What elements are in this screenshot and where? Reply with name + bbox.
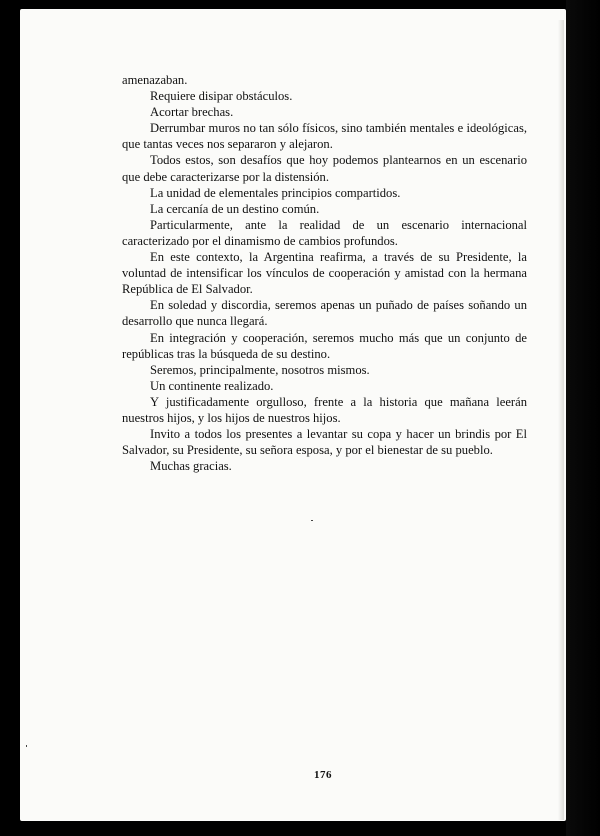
paragraph: En este contexto, la Argentina reafirma, a través de su Presidente, la voluntad de intensificar los vínculos de cooperación y amistad con la hermana República de El Salvador. <box>122 250 527 297</box>
page-edge <box>558 20 564 820</box>
paragraph: amenazaban. <box>122 73 188 87</box>
body-text <box>122 72 527 474</box>
paragraph: Invito a todos los presentes a levantar su copa y hacer un brindis por El Salvador, su Presidente, su señora esposa, y por el bienestar de su pueblo. <box>122 427 527 458</box>
paragraph: Un continente realizado. <box>150 378 274 393</box>
book-spine-shadow <box>566 0 600 836</box>
paragraph: Muchas gracias. <box>150 459 232 474</box>
paragraph: Y justificadamente orgulloso, frente a la historia que mañana leerán nuestros hijos, y los hijos de nuestros hijos. <box>122 394 527 425</box>
paragraph: Acortar brechas. <box>150 105 234 120</box>
paragraph: En integración y cooperación, seremos mucho más que un conjunto de repúblicas tras la búsqueda de su destino. <box>122 330 527 361</box>
paragraph: Todos estos, son desafíos que hoy podemos plantearnos en un escenario que debe caracterizarse por la distensión. <box>122 153 527 184</box>
paragraph: Particularmente, ante la realidad de un escenario internacional caracterizado por el dinamismo de cambios profundos. <box>122 217 527 248</box>
paragraph: La cercanía de un destino común. <box>150 201 320 216</box>
paragraph: Seremos, principalmente, nosotros mismos. <box>150 362 370 377</box>
paragraph: Derrumbar muros no tan sólo físicos, sino también mentales e ideológicas, que tantas veces nos separaron y alejaron. <box>122 121 527 152</box>
paragraph: En soledad y discordia, seremos apenas un puñado de países soñando un desarrollo que nunca llegará. <box>122 298 527 329</box>
paragraph: La unidad de elementales principios compartidos. <box>150 185 401 200</box>
scan-speck <box>26 745 27 747</box>
paragraph: Requiere disipar obstáculos. <box>150 89 293 104</box>
page-number: 176 <box>314 769 332 781</box>
scan-speck <box>311 520 313 521</box>
